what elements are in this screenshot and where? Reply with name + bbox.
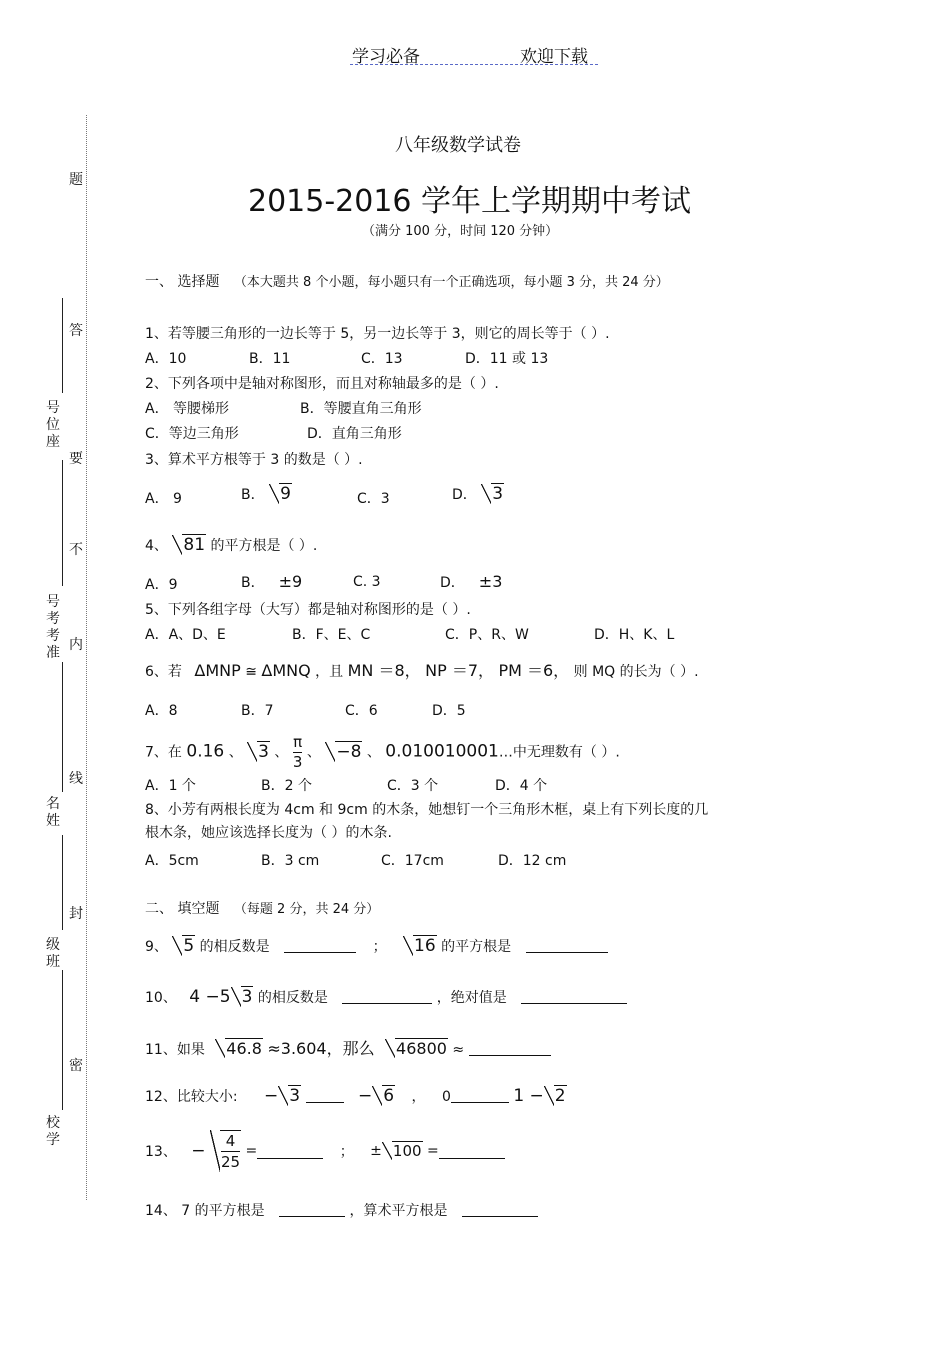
q5-option-b: B．F、E、C (292, 627, 371, 643)
sqrt-fraction: $\frac{4}{25}$ (210, 1130, 241, 1172)
q2-option-b: B．等腰直角三角形 (300, 401, 422, 417)
sqrt-expression: 2 (544, 1086, 567, 1106)
q10: 10、 4 −5 3 的相反数是 ，绝对值是 (145, 987, 627, 1007)
sqrt-expression: 9 (269, 484, 292, 504)
section-title: 一、 选择题 (145, 274, 220, 290)
answer-blank[interactable] (284, 938, 356, 953)
option-letter: D． (452, 487, 477, 503)
header-right: 欢迎下载 (520, 47, 588, 67)
seal-char: 线 (69, 771, 83, 787)
answer-blank[interactable] (279, 1202, 345, 1217)
seal-char: 内 (69, 637, 83, 653)
q7-option-a: A．1 个 (145, 778, 196, 794)
q6-option-a: A．8 (145, 703, 178, 719)
seal-char: 不 (69, 542, 83, 558)
q7-option-d: D．4 个 (495, 778, 548, 794)
q4-stem (145, 535, 317, 555)
q7-option-b: B．2 个 (261, 778, 312, 794)
q5-stem: 5、下列各组字母（大写）都是轴对称图形的是（ ）. (145, 602, 471, 618)
sqrt-expression: 3 (481, 484, 504, 504)
plus-minus-value: ±3 (478, 572, 503, 591)
binding-solid-3 (62, 662, 63, 792)
q3-option-a: A． 9 (145, 491, 182, 507)
sqrt-expression: 81 (172, 535, 206, 555)
q11: 11、如果 46.8 ≈3.604，那么 46800 ≈ (145, 1036, 551, 1059)
section-note: （每题 2 分，共 24 分） (233, 902, 380, 917)
sqrt-expression: 3 (278, 1086, 301, 1106)
q8-stem-line1: 8、小芳有两根长度为 4cm 和 9cm 的木条，她想钉一个三角形木框，桌上有下列长度的几 (145, 802, 709, 818)
answer-blank[interactable] (526, 938, 608, 953)
sqrt-expression: 3 (247, 742, 270, 762)
binding-solid-5 (62, 970, 63, 1110)
q6-option-b: B．7 (241, 703, 274, 719)
q8-option-c: C．17cm (381, 853, 444, 869)
binding-solid-1 (62, 298, 63, 393)
seal-char: 封 (69, 906, 83, 922)
q5-option-a: A．A、D、E (145, 627, 226, 643)
answer-blank[interactable] (451, 1088, 509, 1103)
exam-subtitle: （满分 100 分，时间 120 分钟） (362, 224, 559, 239)
pi-over-3: $\frac{\pi}{3}$ (292, 733, 303, 771)
school-label: 校学 (46, 1115, 60, 1148)
option-letter: B． (241, 487, 265, 503)
seal-char: 答 (69, 323, 83, 339)
q5-option-c: C．P、R、W (445, 627, 529, 643)
answer-blank[interactable] (469, 1041, 551, 1056)
header-left: 学习必备 (352, 47, 420, 67)
q12: 12、比较大小: − 3 − 6 ， 0 1 − 2 (145, 1086, 566, 1106)
sqrt-expression: 16 (403, 936, 437, 956)
q8-option-b: B．3 cm (261, 853, 320, 869)
main-title: 2015-2016 学年上学期期中考试 (248, 184, 692, 219)
q6-option-c: C．6 (345, 703, 378, 719)
cube-root-expression: 46.8 (215, 1039, 263, 1058)
sqrt-expression: 5 (172, 936, 195, 956)
q8-option-a: A．5cm (145, 853, 199, 869)
exam-number-label: 号考考准 (46, 594, 60, 661)
q13: 13、 − $\frac{4}{25}$ = ； ± 100 = (145, 1130, 505, 1172)
q7-stem: 7、在 0.16 、 3 、 $\frac{\pi}{3}$ 、 −8 、 0.010010001…中无理数有（ ）. (145, 733, 620, 771)
q8-option-d: D．12 cm (498, 853, 567, 869)
seat-number-label: 号位座 (46, 400, 60, 450)
q3-option-c: C．3 (357, 491, 390, 507)
q2-option-d: D．直角三角形 (307, 426, 402, 442)
sqrt-expression: 100 (382, 1142, 423, 1160)
cube-root-expression: −8 (325, 742, 362, 762)
q1-option-a: A．10 (145, 351, 187, 367)
header-divider (350, 64, 598, 65)
q7-option-c: C．3 个 (387, 778, 439, 794)
q2-stem: 2、下列各项中是轴对称图形，而且对称轴最多的是（ ）. (145, 376, 499, 392)
class-label: 级班 (46, 937, 60, 970)
grade-title: 八年级数学试卷 (395, 135, 521, 156)
answer-blank[interactable] (342, 989, 432, 1004)
q3-option-b (241, 484, 292, 504)
answer-blank[interactable] (257, 1144, 323, 1159)
binding-line (86, 115, 87, 1200)
sqrt-expression: 6 (372, 1086, 395, 1106)
q6-option-d: D．5 (432, 703, 466, 719)
answer-blank[interactable] (439, 1144, 505, 1159)
seal-char: 题 (69, 172, 83, 188)
q4-option-c: C. 3 (353, 574, 381, 590)
q6-stem: 6、若 ΔMNP ≅ ΔMNQ ，且 MN ＝8， NP ＝7， PM ＝6， 则 MQ 的长为（ ）. (145, 661, 699, 680)
section2-heading (145, 898, 379, 918)
q8-stem-line2: 根木条，她应该选择长度为（ ）的木条. (145, 825, 392, 841)
section1-heading (145, 271, 669, 291)
binding-solid-4 (62, 835, 63, 930)
q14: 14、 7 的平方根是 ，算术平方根是 (145, 1200, 538, 1220)
seal-char: 要 (69, 451, 83, 467)
q3-stem: 3、算术平方根等于 3 的数是（ ）. (145, 452, 363, 468)
binding-solid-2 (62, 460, 63, 586)
q4-text: 的平方根是（ ）. (210, 538, 318, 554)
q1-option-d: D．11 或 13 (465, 351, 549, 367)
sqrt-expression: 3 (231, 987, 254, 1007)
answer-blank[interactable] (306, 1088, 344, 1103)
section-title: 二、 填空题 (145, 901, 220, 917)
q4-number: 4、 (145, 538, 168, 554)
answer-blank[interactable] (521, 989, 627, 1004)
name-label: 名姓 (46, 796, 60, 829)
q1-option-b: B．11 (249, 351, 291, 367)
q4-option-a: A．9 (145, 577, 178, 593)
q3-option-d (452, 484, 504, 504)
q2-option-c: C．等边三角形 (145, 426, 239, 442)
q4-option-b: B． ±9 (241, 572, 303, 591)
cube-root-expression: 46800 (385, 1039, 448, 1058)
q9: 9、 5 的相反数是 ； 16 的平方根是 (145, 936, 608, 956)
seal-char: 密 (69, 1058, 83, 1074)
section-note: （本大题共 8 个小题，每小题只有一个正确选项，每小题 3 分，共 24 分） (233, 275, 669, 290)
plus-minus-value: ±9 (278, 572, 303, 591)
q2-option-a: A． 等腰梯形 (145, 401, 230, 417)
q1-stem: 1、若等腰三角形的一边长等于 5，另一边长等于 3，则它的周长等于（ ）. (145, 326, 610, 342)
q5-option-d: D．H、K、L (594, 627, 675, 643)
q1-option-c: C．13 (361, 351, 403, 367)
q4-option-d: D． ±3 (440, 572, 503, 591)
answer-blank[interactable] (462, 1202, 538, 1217)
